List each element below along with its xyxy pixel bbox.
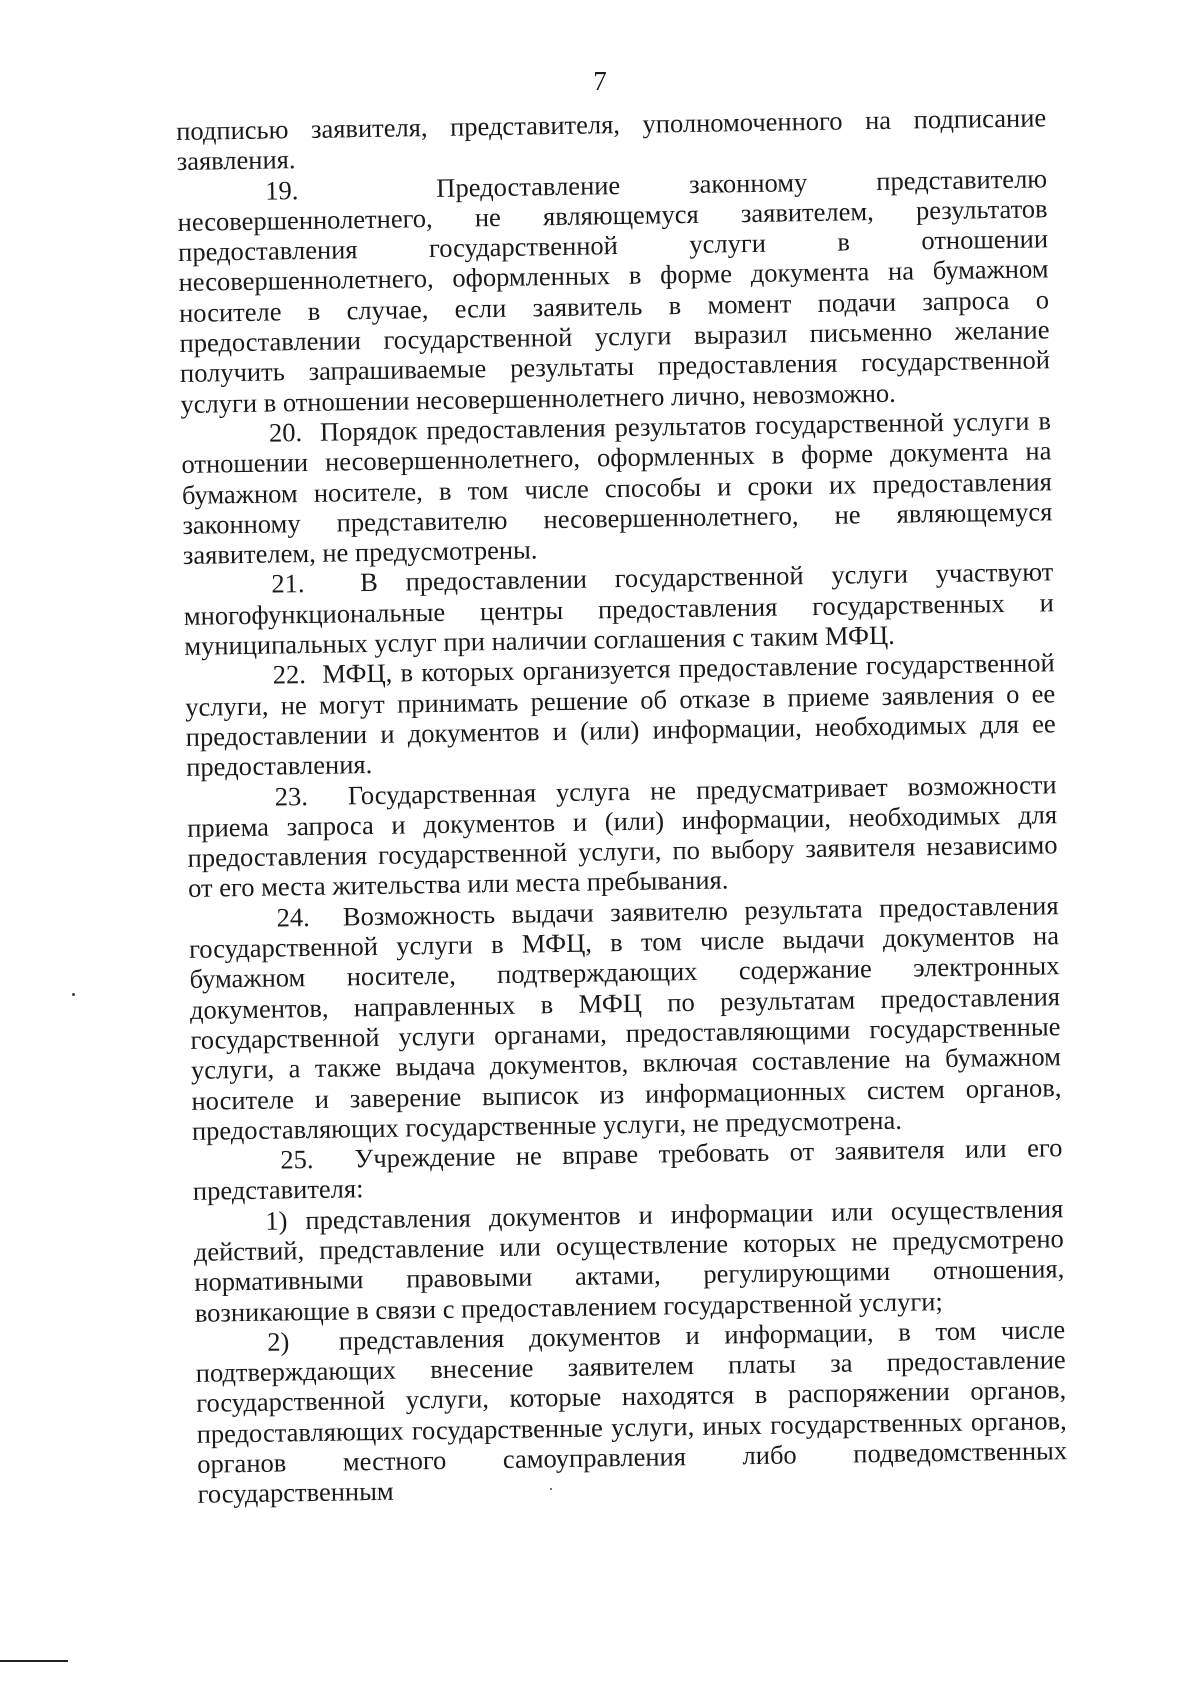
scan-speck — [72, 993, 75, 996]
subitem-2: 2) представления документов и информации, в том числе подтверждающих внесение заявителем платы за предоставление государственной услуги, которые находятся в распоряжении органов, предоставляющих государственные услуги, иных государственных органов, органов местного самоуправления либо подведомственных государственным — [195, 1314, 1068, 1510]
paragraph-21: 21. В предоставлении государственной услуги участвуют многофункциональные центры предоставления государственных и муниципальных услуг при наличии соглашения с таким МФЦ. — [183, 556, 1054, 661]
paragraph-22: 22. МФЦ, в которых организуется предоставление государственной услуги, не могут принимать решение об отказе в приеме заявления о ее предоставлении и документов и (или) информации, необходимых для ее предоставления. — [185, 647, 1056, 783]
paragraph-23: 23. Государственная услуга не предусматривает возможности приема запроса и документов и (или) информации, необходимых для предоставления государственной услуги, по выбору заявителя независимо от его места жительства или места пребывания. — [186, 768, 1058, 904]
document-body — [176, 102, 1068, 1509]
page-number: 7 — [593, 66, 607, 96]
scan-speck — [550, 1488, 552, 1490]
scan-edge-mark — [0, 1660, 68, 1662]
paragraph-25: 25. Учреждение не вправе требовать от заявителя или его представителя: — [192, 1132, 1063, 1207]
paragraph-continuation: подписью заявителя, представителя, уполномоченного на подписание заявления. — [176, 102, 1047, 177]
paragraph-20: 20. Порядок предоставления результатов государственной услуги в отношении несовершеннолетнего, оформленных в форме документа на бумажном носителе, в том числе способы и сроки их предоставления законному представителю несовершеннолетнего, не являющемуся заявителем, не предусмотрены. — [181, 405, 1053, 571]
subitem-1: 1) представления документов и информации или осуществления действий, представление или осуществление которых не предусмотрено нормативными правовыми актами, регулирующими отношения, возникающие в связи с предоставлением государственной услуги; — [193, 1192, 1065, 1328]
paragraph-24: 24. Возможность выдачи заявителю результата предоставления государственной услуги в МФЦ, в том числе выдачи документов на бумажном носителе, подтверждающих содержание электронных документов, направленных в МФЦ по результатам предоставления государственной услуги органами, предоставляющими государственные услуги, а также выдача документов, включая составление на бумажном носителе и заверение выписок из информационных систем органов, предоставляющих государственные услуги, не предусмотрена. — [188, 889, 1062, 1146]
paragraph-19: 19. Предоставление законному представителю несовершеннолетнего, не являющемуся заявителем, результатов предоставления государственной услуги в отношении несовершеннолетнего, оформленных в форме документа на бумажном носителе в случае, если заявитель в момент подачи запроса о предоставлении государственной услуги выразил письменно желание получить запрашиваемые результаты предоставления государственной услуги в отношении несовершеннолетнего лично, невозможно. — [177, 162, 1051, 419]
